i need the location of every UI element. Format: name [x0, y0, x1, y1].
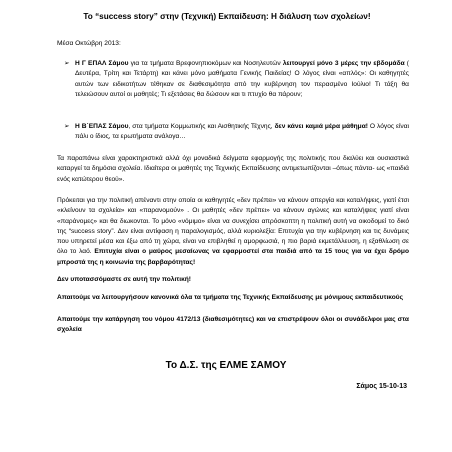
- paragraph-2-text: Πρόκειται για την πολιτική απέναντι στην οποία οι καθηγητές «δεν πρέπει» να κάνουν απεργία και καταλήψεις, γιατί έτσι «κλείνουν τα σχολεία» και «παρανομούν» . Οι μαθητές «δεν πρέπει» να κάνουν αγώνες και καταλήψεις γιατί είναι «παράνομες» και θα διωκονται. Το μόνο «νόμιμο» είναι να συνεχίσει απρόσκοπτη η πολιτική αυτή να οικοδομεί το δικό της “success story”. Δεν είναι αντίφαση η παραλογισμός, αλλά κυριολεξία: Επιτυχία για την κυβέρνηση και τις δυνάμεις που υπηρετεί μέσα και έξω από τη χώρα, είναι να επιβληθεί η αμορφωσιά, η πιο βαριά εκμετάλλευση, η εξαθλίωση σε όλο το λαό.: [57, 197, 409, 256]
- document-title: Το “success story” στην (Τεχνική) Εκπαίδευση: Η διάλυση των σχολείων!: [83, 12, 371, 21]
- bullet1-bold: λειτουργεί μόνο 3 μέρες την εβδομάδα: [282, 60, 405, 67]
- bullet2-text-b: Ο λόγος είναι πάλι ο ίδιος, τα ερωτήματα ανάλογα…: [75, 123, 409, 141]
- bullet2-lead: Η Β΄ΕΠΑΣ Σάμου: [75, 123, 129, 130]
- bullet-item-1: [64, 59, 410, 100]
- statement-line-2: Απαιτούμε να λειτουργήσουν κανονικά όλα τα τμήματα της Τεχνικής Εκπαίδευσης με μόνιμους εκπαιδευτικούς: [57, 294, 404, 301]
- bullet-item-2: [64, 122, 409, 143]
- bullet2-text-a: , στα τμήματα Κομμωτικής και Αισθητικής Τέχνης,: [128, 123, 275, 130]
- statement-line-3: Απαιτούμε την κατάργηση του νόμου 4172/13 (διαθεσιμότητες) και να επιστρέψουν όλοι οι συνάδελφοι μας στα σχολεία: [57, 316, 409, 334]
- signature: Το Δ.Σ. της ΕΛΜΕ ΣΑΜΟΥ: [165, 360, 287, 371]
- bullet1-text-b: ( Δευτέρα, Τρίτη και Τετάρτη) και κάνει μόνο μαθήματα Γενικής Παιδείας! Ο λόγος είναι «απλός»: Οι καθηγητές αυτών των ειδικοτήτων τέθηκαν σε διαθεσιμότητα από την κυβέρνηση τον περασμένο Ιούλιο! Τι τάξη θα τελειώσουν αυτοί οι μαθητές; Τι εξετάσεις θα δώσουν και τι πτυχίο θα πάρουν;: [75, 60, 410, 98]
- paragraph-1: Τα παραπάνω είναι χαρακτηριστικά αλλά όχι μοναδικά δείγματα εφαρμογής της πολιτικής που διαλύει και ουσιαστικά καταργεί τα δημόσια σχολεία. Ιδιαίτερα οι μαθητές της Τεχνικής Εκπαίδευσης αντιμετωπίζονται –όπως πάντα- ως «παιδιά ενός κατώτερου θεού».: [57, 155, 409, 183]
- paragraph-2: [57, 196, 409, 268]
- bullet1-text-a: για τα τμήματα Βρεφονηπιοκόμων και Νοσηλευτών: [128, 60, 283, 67]
- bullet-arrow-icon: ➢: [64, 60, 70, 67]
- paragraph-2-bold: Επιτυχία είναι ο μαύρος μεσαίωνας να εφαρμοστεί στα παιδιά από τα 15 τους για να έχει δρόμο μπροστά της η κοινωνία της βαρβαρότητας!: [57, 248, 409, 266]
- date-line: Σάμος 15-10-13: [356, 383, 407, 390]
- bullet-arrow-icon: ➢: [64, 123, 70, 130]
- bullet1-lead: Η Γ ΕΠΑΛ Σάμου: [75, 60, 129, 67]
- statement-line-1: Δεν υποτασσόμαστε σε αυτή την πολιτική!: [57, 276, 191, 283]
- intro-line: Μέσα Οκτώβρη 2013:: [57, 40, 121, 47]
- bullet2-bold: δεν κάνει καμιά μέρα μάθημα!: [274, 123, 368, 130]
